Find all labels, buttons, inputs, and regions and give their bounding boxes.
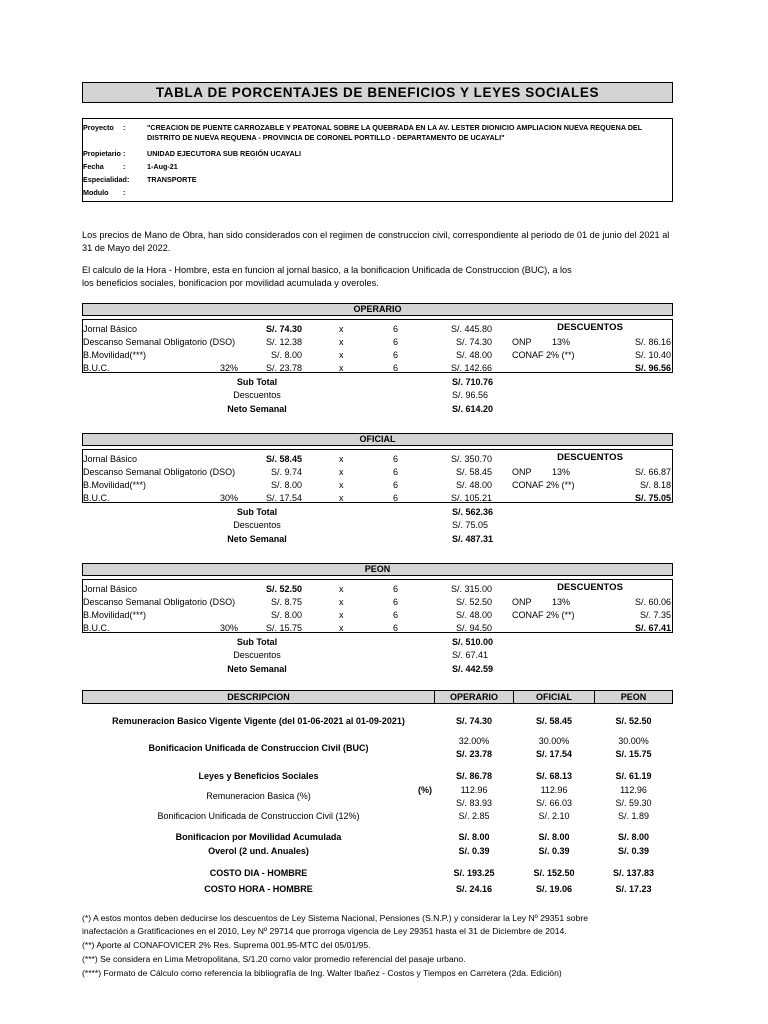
peon-buc-value: S/. 15.75 bbox=[265, 623, 302, 633]
operario-buc-total: S/. 142.66 bbox=[450, 363, 492, 373]
summary-buc-label: Bonificacion Unificada de Construccion Civil (BUC) bbox=[148, 743, 369, 753]
oficial-jornal-x: x bbox=[339, 454, 344, 464]
operario-jornal-x: x bbox=[339, 324, 344, 334]
oficial-descuentos-value: S/. 75.05 bbox=[452, 520, 489, 530]
oficial-jornal-days: 6 bbox=[393, 454, 399, 464]
operario-subtotal-value: S/. 710.76 bbox=[452, 377, 494, 387]
summary-dia-oficial: S/. 152.50 bbox=[533, 868, 575, 878]
operario-buc-value: S/. 23.78 bbox=[265, 363, 302, 373]
peon-buc-percent: 30% bbox=[219, 623, 238, 633]
peon-jornal-value: S/. 52.50 bbox=[265, 584, 302, 594]
operario-conaf-value: S/. 10.40 bbox=[634, 350, 671, 360]
summary-rem-basica-pct-operario: 112.96 bbox=[460, 785, 488, 795]
intro-paragraph: Los precios de Mano de Obra, han sido considerados con el regimen de construccion civil, correspondiente al periodo de 01 de junio del 2021 al 31 de Mayo del 2022. bbox=[82, 230, 670, 253]
oficial-buc-percent: 30% bbox=[219, 493, 238, 503]
operario-jornal-value: S/. 74.30 bbox=[265, 324, 302, 334]
summary-rem-basica-operario: S/. 83.93 bbox=[455, 798, 493, 808]
summary-overol-peon: S/. 0.39 bbox=[617, 846, 650, 856]
operario-dso-label: Descanso Semanal Obligatorio (DSO) bbox=[83, 337, 236, 347]
page-title: TABLA DE PORCENTAJES DE BENEFICIOS Y LEYES SOCIALES bbox=[82, 82, 673, 103]
oficial-jornal-total: S/. 350.70 bbox=[450, 454, 492, 464]
peon-dso-x: x bbox=[339, 597, 344, 607]
note-1a: (*) A estos montos deben deducirse los descuentos de Ley Sistema Nacional, Pensiones (S.N.P.) y considerar la Ley Nº 29351 sobre bbox=[82, 913, 588, 923]
operario-dso-value: S/. 12.38 bbox=[265, 337, 302, 347]
summary-mov-label: Bonificacion por Movilidad Acumulada bbox=[175, 832, 342, 842]
calc-paragraph-line1: El calculo de la Hora - Hombre, esta en funcion al jornal basico, a la bonificacion Unificada de Construccion (BUC), a los bbox=[82, 265, 572, 275]
oficial-conaf-value: S/. 8.18 bbox=[639, 480, 671, 490]
summary-hora-oficial: S/. 19.06 bbox=[535, 884, 573, 894]
oficial-buc-days: 6 bbox=[393, 493, 399, 503]
calc-paragraph-line2: los beneficios sociales, bonificacion por movilidad acumulada y overoles. bbox=[82, 278, 379, 288]
summary-buc12-operario: S/. 2.85 bbox=[458, 811, 490, 821]
oficial-buc-value: S/. 17.54 bbox=[265, 493, 302, 503]
peon-dso-days: 6 bbox=[393, 597, 399, 607]
operario-onp-value: S/. 86.16 bbox=[634, 337, 671, 347]
especialidad-label: Especialidad: bbox=[83, 175, 130, 184]
peon-buc-label: B.U.C. bbox=[83, 623, 110, 633]
peon-dso-value: S/. 8.75 bbox=[270, 597, 302, 607]
note-3: (***) Se considera en Lima Metropolitana, S/1.20 como valor promedio referencial del pasaje urbano. bbox=[82, 954, 466, 964]
oficial-neto-value: S/. 487.31 bbox=[452, 534, 494, 544]
fecha-value: 1-Aug-21 bbox=[147, 162, 178, 171]
summary-buc-oficial: S/. 17.54 bbox=[535, 749, 573, 759]
operario-buc-days: 6 bbox=[393, 363, 399, 373]
oficial-dso-total: S/. 58.45 bbox=[455, 467, 492, 477]
summary-header-descripcion: DESCRIPCION bbox=[82, 690, 435, 704]
project-info-box bbox=[82, 118, 673, 202]
note-2: (**) Aporte al CONAFOVICER 2% Res. Suprema 001.95-MTC del 05/01/95. bbox=[82, 940, 371, 950]
operario-buc-label: B.U.C. bbox=[83, 363, 110, 373]
peon-conaf-label: CONAF 2% (**) bbox=[512, 610, 575, 620]
summary-rem-basica-oficial: S/. 66.03 bbox=[535, 798, 573, 808]
modulo-label: Modulo bbox=[83, 188, 109, 197]
summary-header-oficial: OFICIAL bbox=[513, 690, 595, 704]
peon-neto-value: S/. 442.59 bbox=[452, 664, 494, 674]
operario-subtotal-label: Sub Total bbox=[236, 377, 278, 387]
section-header-oficial: OFICIAL bbox=[82, 433, 673, 446]
summary-rem-oficial: S/. 58.45 bbox=[535, 716, 573, 726]
summary-rem-basica-pct-peon: 112.96 bbox=[620, 785, 647, 795]
operario-descuentos-value: S/. 96.56 bbox=[452, 390, 489, 400]
peon-jornal-x: x bbox=[339, 584, 344, 594]
peon-jornal-days: 6 bbox=[393, 584, 399, 594]
summary-buc12-oficial: S/. 2.10 bbox=[538, 811, 570, 821]
section-header-operario: OPERARIO bbox=[82, 303, 673, 316]
summary-hora-peon: S/. 17.23 bbox=[615, 884, 652, 894]
oficial-dso-days: 6 bbox=[393, 467, 399, 477]
summary-buc-pct-peon: 30.00% bbox=[618, 736, 649, 746]
oficial-movilidad-value: S/. 8.00 bbox=[270, 480, 302, 490]
summary-pct-marker: (%) bbox=[418, 785, 432, 795]
proyecto-value: "CREACION DE PUENTE CARROZABLE Y PEATONAL SOBRE LA QUEBRADA EN LA AV. LESTER DIONICIO AMPLIACION NUEVA REQUENA DEL DISTRITO DE NUEVA REQUENA - PROVINCIA DE CORONEL PORTILLO - DEPARTAMENTO DE UCAYALI" bbox=[147, 123, 642, 142]
peon-buc-total: S/. 94.50 bbox=[455, 623, 492, 633]
operario-descuentos-header: DESCUENTOS bbox=[557, 322, 623, 333]
summary-mov-peon: S/. 8.00 bbox=[617, 832, 650, 842]
summary-overol-operario: S/. 0.39 bbox=[458, 846, 490, 856]
peon-subtotal-value: S/. 510.00 bbox=[452, 637, 494, 647]
summary-dia-peon: S/. 137.83 bbox=[612, 868, 655, 878]
summary-buc-operario: S/. 23.78 bbox=[455, 749, 493, 759]
summary-leyes-peon: S/. 61.19 bbox=[615, 771, 652, 781]
summary-buc12-peon: S/. 1.89 bbox=[617, 811, 650, 821]
peon-buc-days: 6 bbox=[393, 623, 399, 633]
oficial-movilidad-days: 6 bbox=[393, 480, 399, 490]
colon: : bbox=[123, 149, 126, 158]
section-header-peon: PEON bbox=[82, 563, 673, 576]
summary-header-peon: PEON bbox=[594, 690, 673, 704]
summary-mov-operario: S/. 8.00 bbox=[458, 832, 490, 842]
operario-neto-label: Neto Semanal bbox=[227, 404, 287, 414]
summary-overol-oficial: S/. 0.39 bbox=[538, 846, 570, 856]
oficial-onp-label: ONP bbox=[512, 467, 532, 477]
oficial-descuentos-total: S/. 75.05 bbox=[634, 493, 671, 503]
peon-descuentos-total: S/. 67.41 bbox=[634, 623, 671, 633]
oficial-buc-x: x bbox=[339, 493, 344, 503]
oficial-movilidad-total: S/. 48.00 bbox=[455, 480, 492, 490]
note-1b: inafectación a Gratificaciones en el 2010, Ley Nº 29714 que prorroga vigencia de Ley 29351 hasta el 31 de Diciembre de 2014. bbox=[82, 926, 567, 936]
oficial-neto-label: Neto Semanal bbox=[227, 534, 287, 544]
summary-buc-pct-operario: 32.00% bbox=[458, 736, 490, 746]
peon-buc-x: x bbox=[339, 623, 344, 633]
operario-dso-days: 6 bbox=[393, 337, 399, 347]
oficial-movilidad-label: B.Movilidad(***) bbox=[83, 480, 147, 490]
operario-movilidad-x: x bbox=[339, 350, 344, 360]
operario-descuentos-label: Descuentos bbox=[233, 390, 281, 400]
operario-movilidad-total: S/. 48.00 bbox=[455, 350, 492, 360]
peon-jornal-total: S/. 315.00 bbox=[450, 584, 492, 594]
oficial-descuentos-header: DESCUENTOS bbox=[557, 452, 623, 463]
note-4: (****) Formato de Cálculo como referencia la bibliografía de Ing. Walter Ibañez - Costos y Tiempos en Carretera (2da. Edición) bbox=[82, 968, 562, 978]
oficial-dso-value: S/. 9.74 bbox=[270, 467, 302, 477]
colon: : bbox=[123, 162, 126, 171]
propietario-label: Propietario bbox=[83, 149, 121, 158]
summary-hora-operario: S/. 24.16 bbox=[455, 884, 493, 894]
oficial-conaf-label: CONAF 2% (**) bbox=[512, 480, 575, 490]
operario-conaf-label: CONAF 2% (**) bbox=[512, 350, 575, 360]
oficial-dso-x: x bbox=[339, 467, 344, 477]
oficial-jornal-label: Jornal Básico bbox=[83, 454, 138, 464]
peon-movilidad-total: S/. 48.00 bbox=[455, 610, 492, 620]
summary-dia-operario: S/. 193.25 bbox=[453, 868, 495, 878]
summary-mov-oficial: S/. 8.00 bbox=[538, 832, 570, 842]
propietario-value: UNIDAD EJECUTORA SUB REGIÓN UCAYALI bbox=[147, 149, 302, 158]
peon-movilidad-days: 6 bbox=[393, 610, 399, 620]
summary-rem-peon: S/. 52.50 bbox=[615, 716, 652, 726]
peon-jornal-label: Jornal Básico bbox=[83, 584, 138, 594]
oficial-subtotal-value: S/. 562.36 bbox=[452, 507, 494, 517]
oficial-buc-label: B.U.C. bbox=[83, 493, 110, 503]
summary-buc-pct-oficial: 30.00% bbox=[538, 736, 570, 746]
peon-onp-percent: 13% bbox=[552, 597, 571, 607]
oficial-onp-percent: 13% bbox=[552, 467, 571, 477]
operario-jornal-total: S/. 445.80 bbox=[450, 324, 492, 334]
colon: : bbox=[123, 188, 126, 197]
peon-dso-label: Descanso Semanal Obligatorio (DSO) bbox=[83, 597, 236, 607]
oficial-descuentos-label: Descuentos bbox=[233, 520, 281, 530]
oficial-buc-total: S/. 105.21 bbox=[450, 493, 492, 503]
summary-leyes-label: Leyes y Beneficios Sociales bbox=[198, 771, 319, 781]
summary-overol-label: Overol (2 und. Anuales) bbox=[208, 846, 309, 856]
peon-neto-label: Neto Semanal bbox=[227, 664, 287, 674]
fecha-label: Fecha bbox=[83, 162, 104, 171]
operario-onp-label: ONP bbox=[512, 337, 532, 347]
operario-descuentos-total: S/. 96.56 bbox=[634, 363, 671, 373]
peon-movilidad-value: S/. 8.00 bbox=[270, 610, 302, 620]
oficial-onp-value: S/. 66.87 bbox=[634, 467, 671, 477]
operario-neto-value: S/. 614.20 bbox=[452, 404, 494, 414]
oficial-subtotal-label: Sub Total bbox=[236, 507, 278, 517]
colon: : bbox=[123, 123, 126, 132]
oficial-movilidad-x: x bbox=[339, 480, 344, 490]
peon-dso-total: S/. 52.50 bbox=[455, 597, 492, 607]
summary-rem-basica-peon: S/. 59.30 bbox=[615, 798, 652, 808]
summary-dia-label: COSTO DIA - HOMBRE bbox=[209, 868, 308, 878]
summary-buc12-label: Bonificacion Unificada de Construccion Civil (12%) bbox=[157, 811, 360, 821]
summary-leyes-operario: S/. 86.78 bbox=[455, 771, 493, 781]
summary-hora-label: COSTO HORA - HOMBRE bbox=[204, 884, 313, 894]
peon-descuentos-value: S/. 67.41 bbox=[452, 650, 489, 660]
peon-onp-label: ONP bbox=[512, 597, 532, 607]
oficial-dso-label: Descanso Semanal Obligatorio (DSO) bbox=[83, 467, 236, 477]
summary-buc-peon: S/. 15.75 bbox=[615, 749, 652, 759]
summary-header-operario: OPERARIO bbox=[434, 690, 514, 704]
operario-jornal-days: 6 bbox=[393, 324, 399, 334]
peon-onp-value: S/. 60.06 bbox=[634, 597, 671, 607]
peon-descuentos-header: DESCUENTOS bbox=[557, 582, 623, 593]
operario-movilidad-label: B.Movilidad(***) bbox=[83, 350, 147, 360]
peon-descuentos-label: Descuentos bbox=[233, 650, 281, 660]
operario-dso-total: S/. 74.30 bbox=[455, 337, 492, 347]
summary-rem-basica-pct-oficial: 112.96 bbox=[540, 785, 568, 795]
summary-rem-basica-label: Remuneracion Basica (%) bbox=[206, 791, 311, 801]
operario-movilidad-days: 6 bbox=[393, 350, 399, 360]
operario-onp-percent: 13% bbox=[552, 337, 571, 347]
especialidad-value: TRANSPORTE bbox=[147, 175, 197, 184]
operario-buc-percent: 32% bbox=[219, 363, 238, 373]
summary-rem-label: Remuneracion Basico Vigente Vigente (del 01-06-2021 al 01-09-2021) bbox=[112, 716, 405, 726]
operario-dso-x: x bbox=[339, 337, 344, 347]
operario-jornal-label: Jornal Básico bbox=[83, 324, 138, 334]
peon-movilidad-label: B.Movilidad(***) bbox=[83, 610, 147, 620]
oficial-jornal-value: S/. 58.45 bbox=[265, 454, 302, 464]
operario-movilidad-value: S/. 8.00 bbox=[270, 350, 302, 360]
operario-buc-x: x bbox=[339, 363, 344, 373]
peon-movilidad-x: x bbox=[339, 610, 344, 620]
summary-leyes-oficial: S/. 68.13 bbox=[535, 771, 573, 781]
peon-conaf-value: S/. 7.35 bbox=[639, 610, 671, 620]
proyecto-label: Proyecto bbox=[83, 123, 114, 132]
peon-subtotal-label: Sub Total bbox=[236, 637, 278, 647]
summary-rem-operario: S/. 74.30 bbox=[455, 716, 493, 726]
